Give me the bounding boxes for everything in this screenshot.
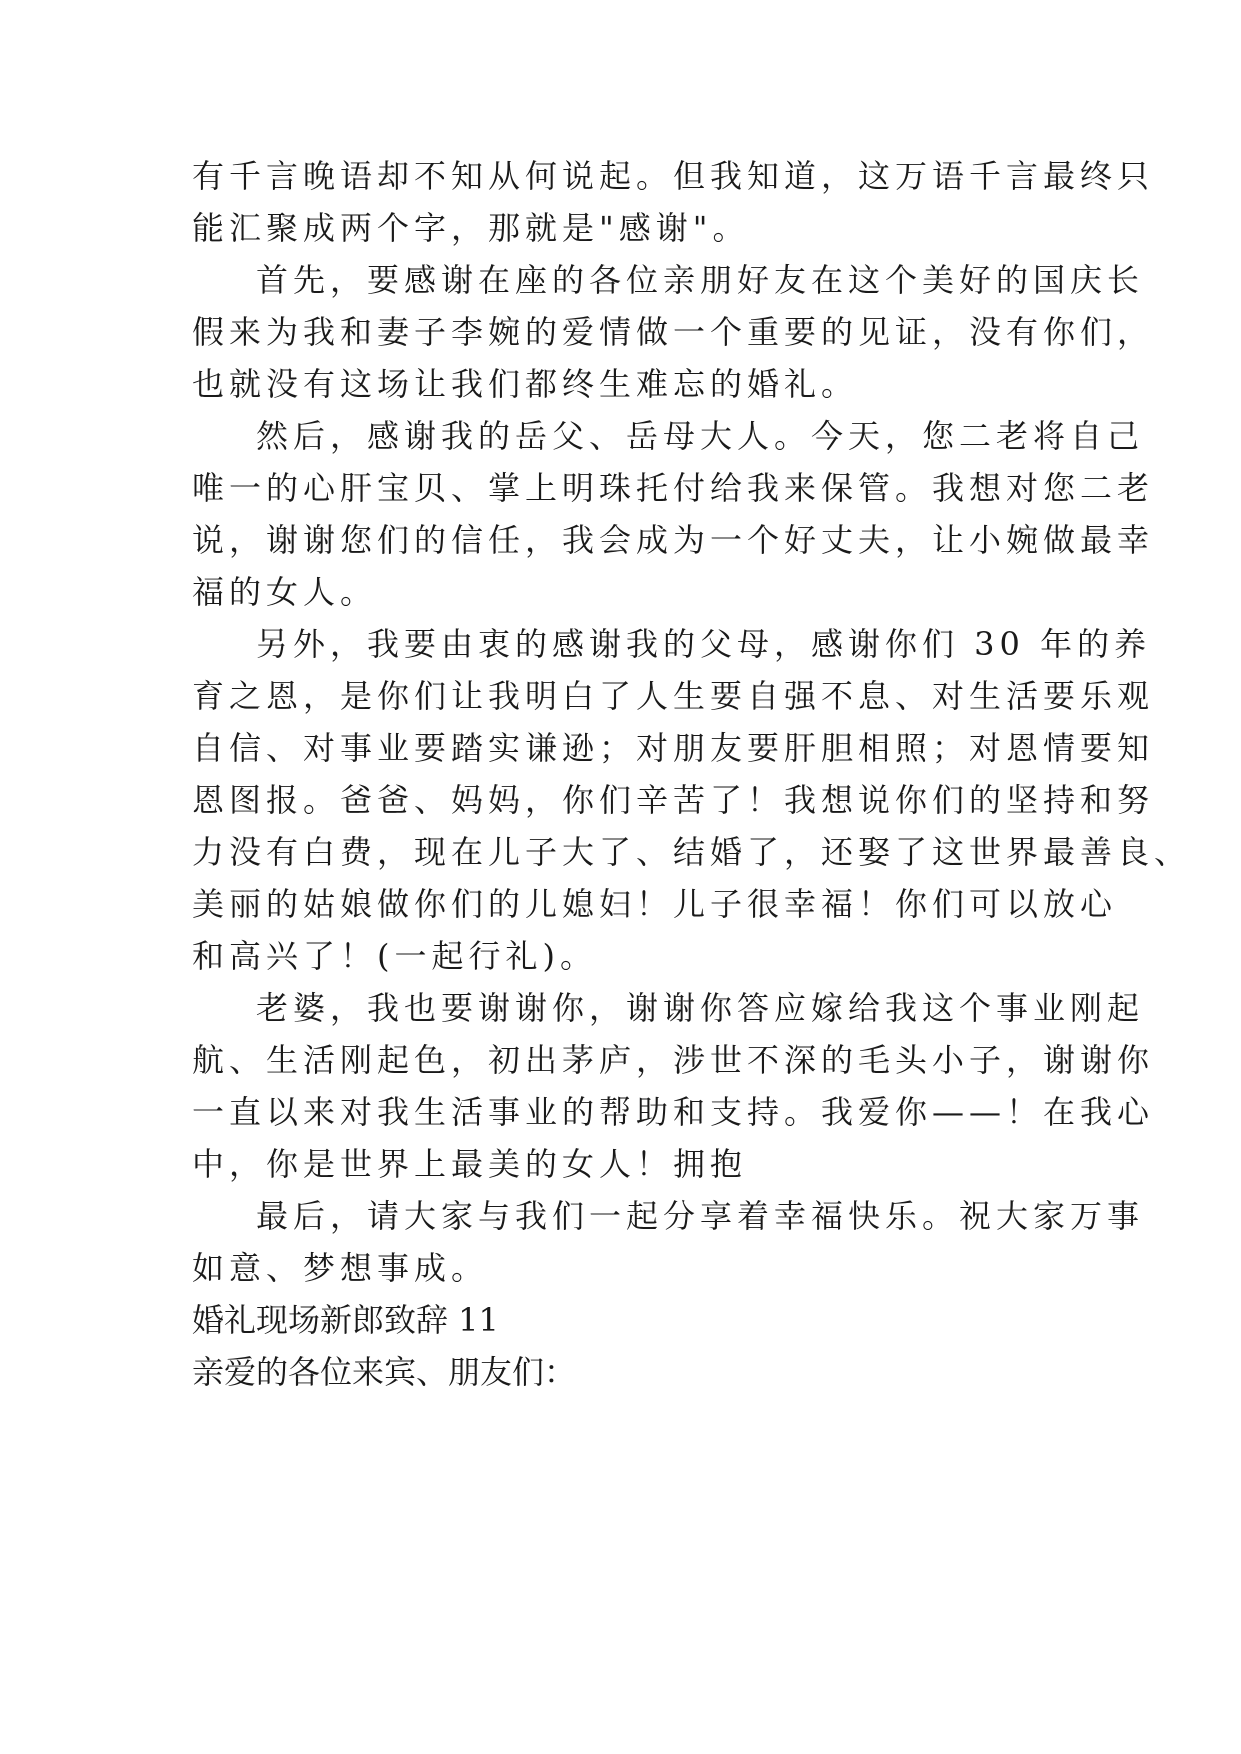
paragraph-first-line: 首先，要感谢在座的各位亲朋好友在这个美好的国庆长 — [256, 261, 1145, 299]
text-line: 假来为我和妻子李婉的爱情做一个重要的见证，没有你们， — [192, 313, 1155, 351]
text-line: 福的女人。 — [192, 573, 378, 611]
text-line: 航、生活刚起色，初出茅庐，涉世不深的毛头小子，谢谢你 — [192, 1041, 1155, 1079]
text-line: 自信、对事业要踏实谦逊；对朋友要肝胆相照；对恩情要知 — [192, 729, 1155, 767]
text-line: 中，你是世界上最美的女人！拥抱 — [192, 1145, 748, 1183]
text-line: 一直以来对我生活事业的帮助和支持。我爱你——！在我心 — [192, 1093, 1155, 1131]
text-line: 美丽的姑娘做你们的儿媳妇！儿子很幸福！你们可以放心 — [192, 885, 1118, 923]
text-line: 唯一的心肝宝贝、掌上明珠托付给我来保管。我想对您二老 — [192, 469, 1155, 507]
text-line: 能汇聚成两个字，那就是"感谢"。 — [192, 209, 750, 247]
paragraph-first-line: 另外，我要由衷的感谢我的父母，感谢你们 30 年的养 — [256, 625, 1152, 663]
text-line: 说，谢谢您们的信任，我会成为一个好丈夫，让小婉做最幸 — [192, 521, 1155, 559]
text-line: 有千言晚语却不知从何说起。但我知道，这万语千言最终只 — [192, 157, 1155, 195]
paragraph-first-line: 老婆，我也要谢谢你，谢谢你答应嫁给我这个事业刚起 — [256, 989, 1145, 1027]
section-heading: 婚礼现场新郎致辞 11 — [192, 1301, 499, 1339]
text-line: 恩图报。爸爸、妈妈，你们辛苦了！我想说你们的坚持和努 — [192, 781, 1155, 819]
text-line: 和高兴了！(一起行礼)。 — [192, 937, 597, 975]
text-line: 育之恩，是你们让我明白了人生要自强不息、对生活要乐观 — [192, 677, 1155, 715]
salutation-line: 亲爱的各位来宾、朋友们： — [192, 1353, 577, 1391]
text-line: 也就没有这场让我们都终生难忘的婚礼。 — [192, 365, 859, 403]
text-line: 如意、梦想事成。 — [192, 1249, 489, 1287]
paragraph-first-line: 然后，感谢我的岳父、岳母大人。今天，您二老将自己 — [256, 417, 1145, 455]
text-line: 力没有白费，现在儿子大了、结婚了，还娶了这世界最善良、 — [192, 833, 1192, 871]
paragraph-first-line: 最后，请大家与我们一起分享着幸福快乐。祝大家万事 — [256, 1197, 1145, 1235]
